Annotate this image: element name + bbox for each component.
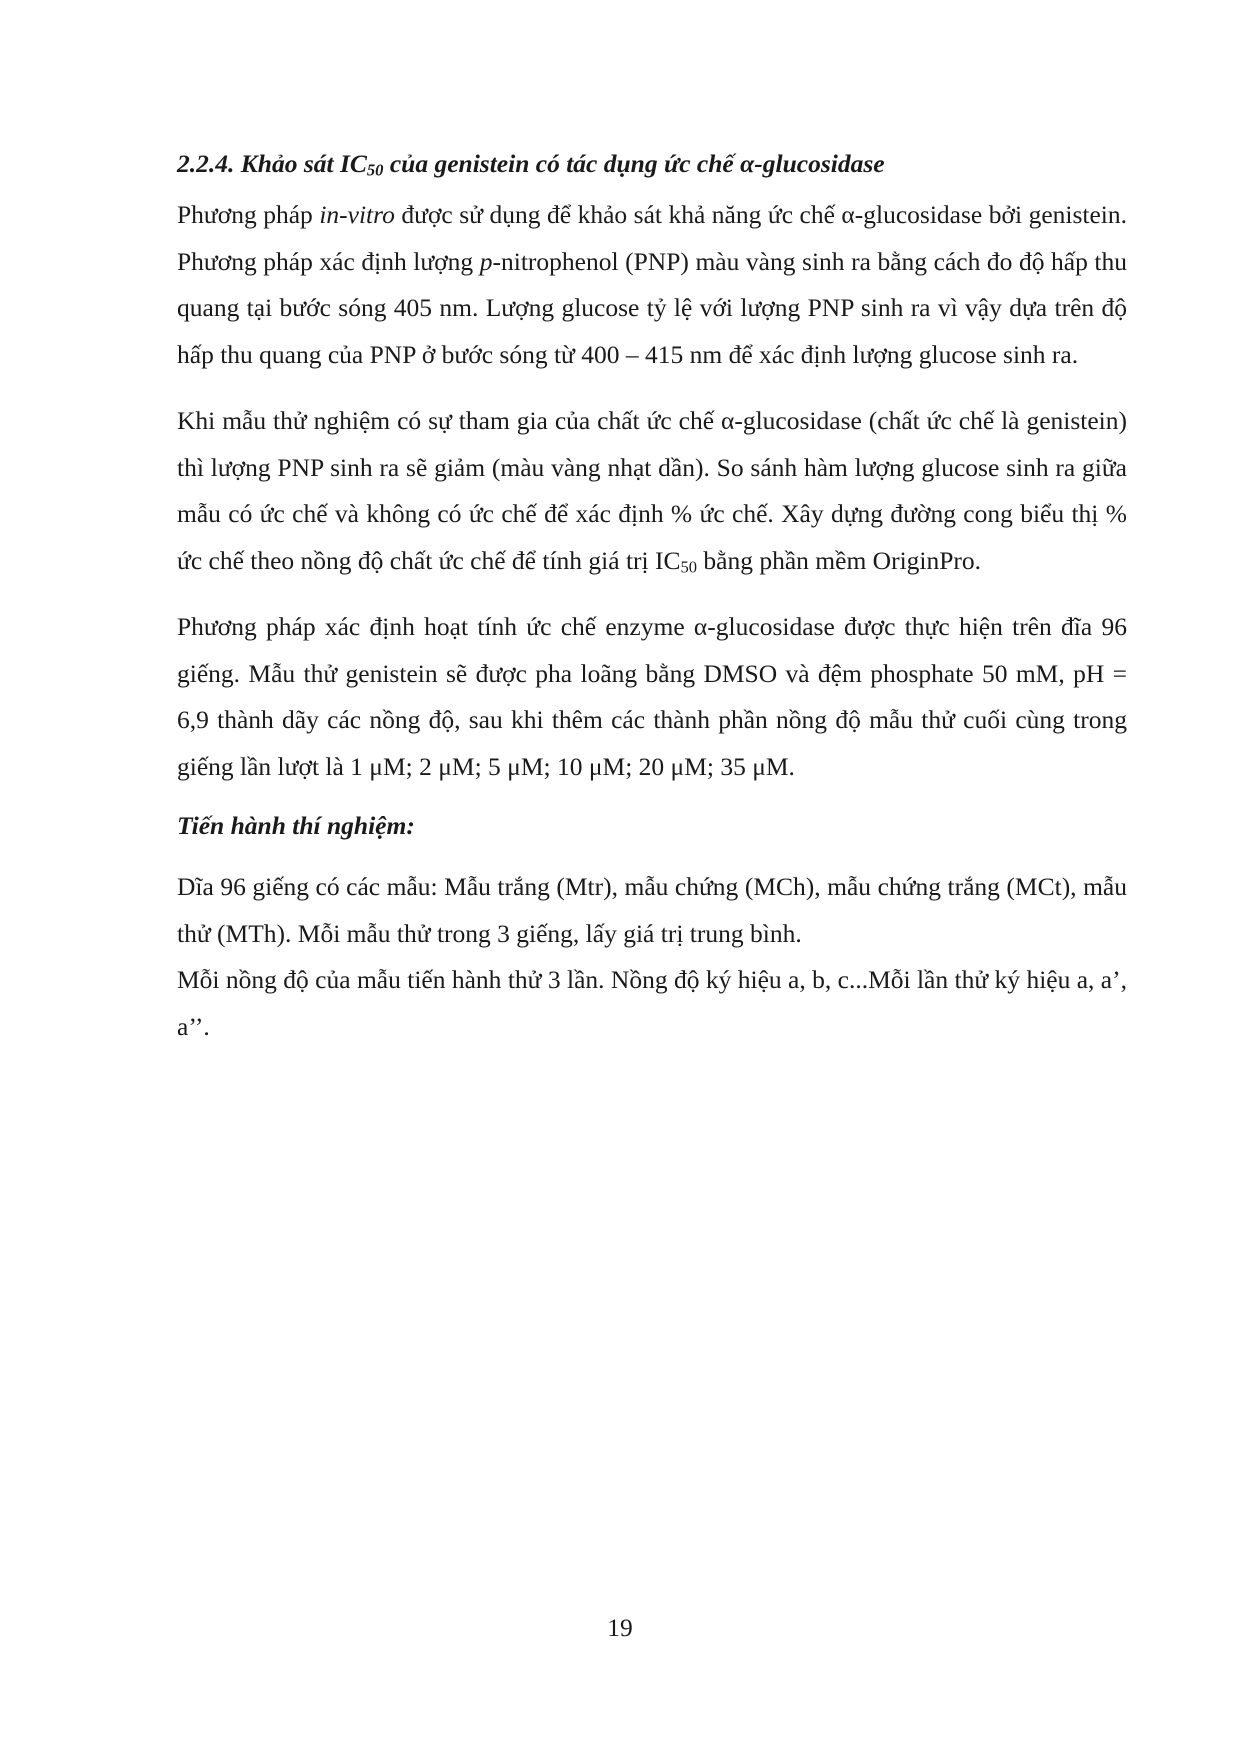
paragraph-text: Khi mẫu thử nghiệm có sự tham gia của chất ức chế α-glucosidase (chất ức chế là genistein) thì lượng PNP sinh ra sẽ giảm (màu vàng nhạt dần). So sánh hàm lượng glucose sinh ra giữa mẫu có ức chế và không có ức chế để xác định % ức chế. Xây dựng đường cong biểu thị % ức chế theo nồng độ chất ức chế để tính giá trị IC: [177, 406, 1127, 575]
paragraph-plate-method: Phương pháp xác định hoạt tính ức chế enzyme α-glucosidase được thực hiện trên đĩa 96 giếng. Mẫu thử genistein sẽ được pha loãng bằng DMSO và đệm phosphate 50 mM, pH = 6,9 thành dãy các nồng độ, sau khi thêm các thành phần nồng độ mẫu thử cuối cùng trong giếng lần lượt là 1 μM; 2 μM; 5 μM; 10 μM; 20 μM; 35 μM.: [177, 612, 1127, 781]
paragraph-text: -nitrophenol (PNP) màu vàng sinh ra bằng cách đo độ hấp thu quang tại bước sóng 405 nm. Lượng glucose tỷ lệ với lượng PNP sinh ra vì vậy dựa trên độ hấp thu quang của PNP ở bước sóng từ 400 – 415 nm để xác định lượng glucose sinh ra.: [177, 246, 1127, 369]
paragraph-text: bằng phần mềm OriginPro.: [697, 545, 982, 575]
paragraph-replicates: Mỗi nồng độ của mẫu tiến hành thử 3 lần. Nồng độ ký hiệu a, b, c...Mỗi lần thử ký hiệu a, a’, a’’.: [177, 965, 1127, 1041]
subscript: 50: [680, 556, 698, 576]
procedure-subheading: Tiến hành thí nghiệm:: [177, 811, 415, 840]
page-number: 19: [607, 1613, 633, 1642]
italic-term: in-vitro: [319, 200, 395, 229]
section-heading-suffix: của genistein có tác dụng ức chế α-glucosidase: [383, 149, 885, 178]
section-heading: [177, 148, 1127, 180]
paragraph-text: được sử dụng để khảo sát khả năng ức chế α-glucosidase bởi genistein. Phương pháp xác định lượng: [177, 200, 1128, 276]
paragraph-inhibition: [177, 398, 1127, 584]
section-heading-subscript: 50: [366, 160, 384, 180]
paragraph-plate-samples: Dĩa 96 giếng có các mẫu: Mẫu trắng (Mtr), mẫu chứng (MCh), mẫu chứng trắng (MCt), mẫu thử (MTh). Mỗi mẫu thử trong 3 giếng, lấy giá trị trung bình.: [177, 872, 1127, 948]
page-content: [177, 148, 1127, 1050]
section-heading-prefix: 2.2.4. Khảo sát IC: [177, 149, 367, 178]
paragraph-text: Phương pháp: [177, 200, 320, 229]
italic-term: p: [479, 246, 493, 276]
paragraph-method-intro: [177, 192, 1127, 378]
